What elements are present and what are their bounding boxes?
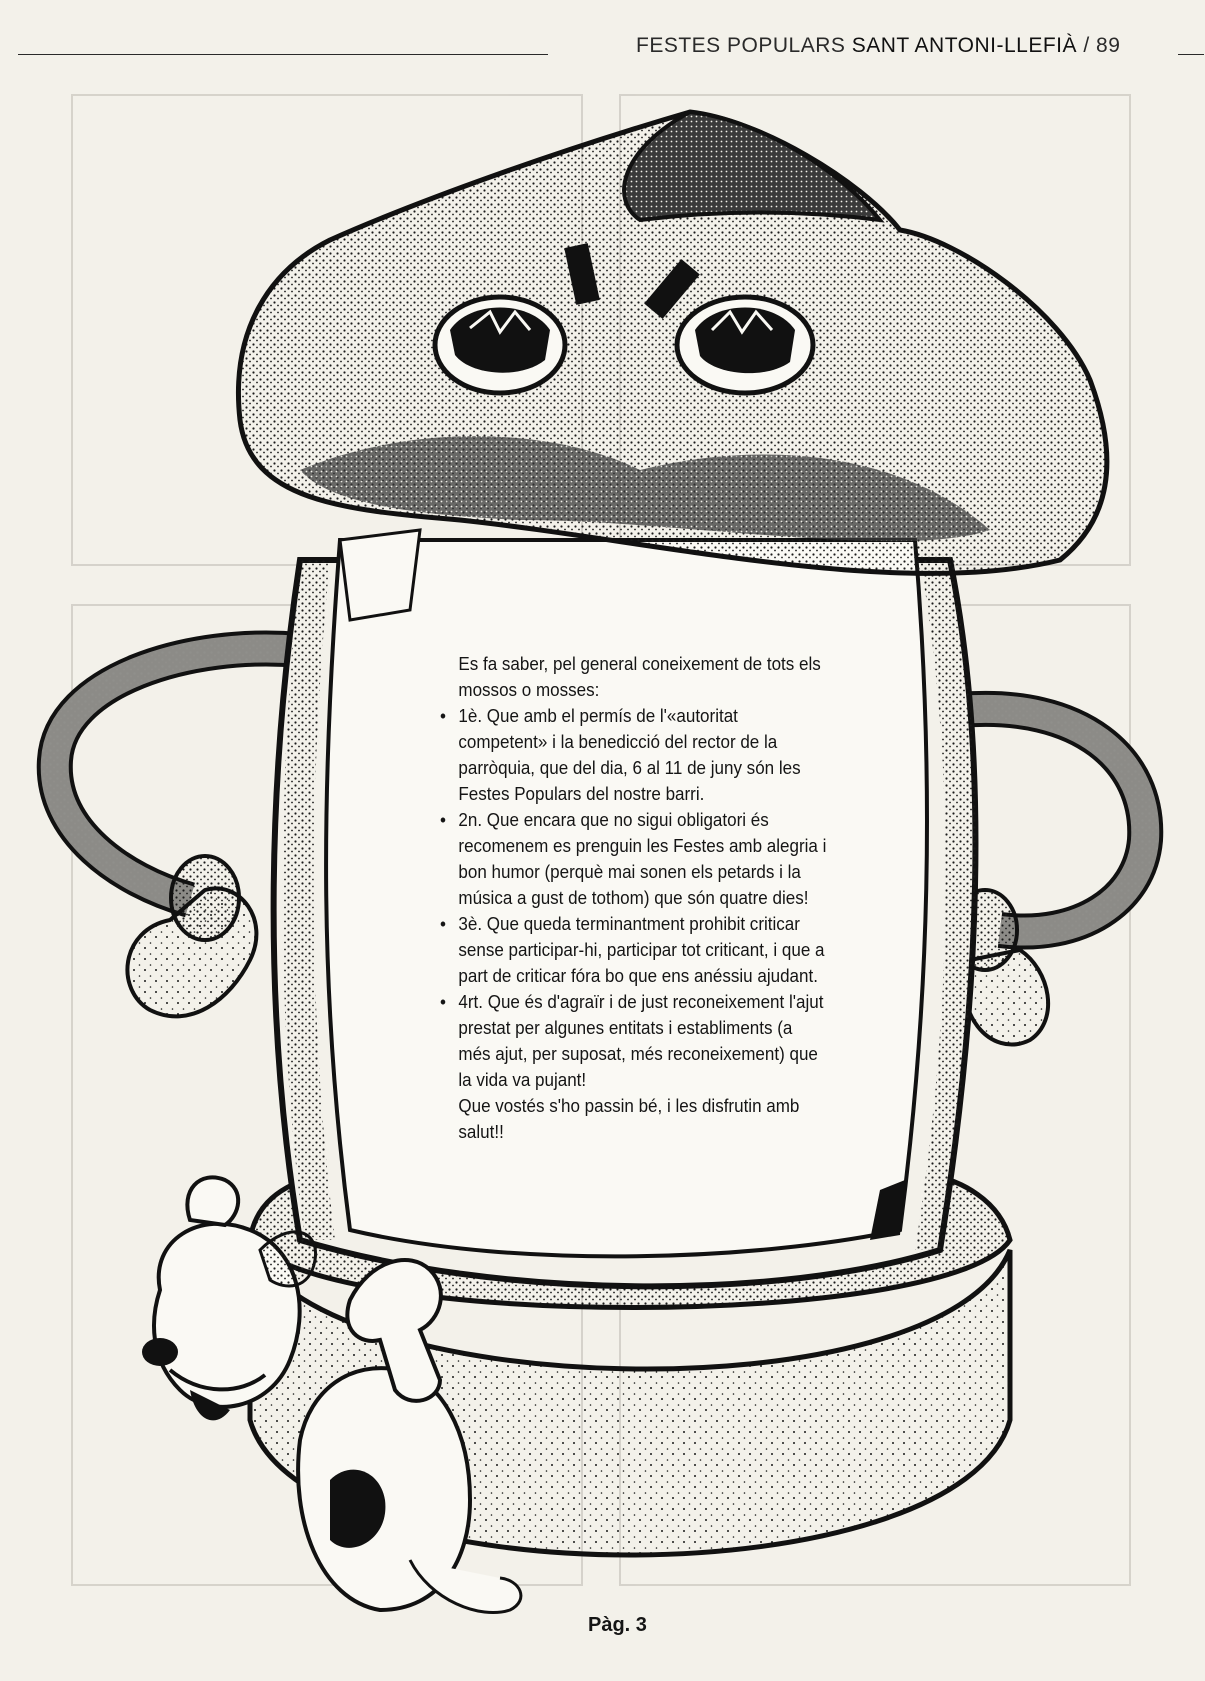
notice-item-text: 4rt. Que és d'agraïr i de just reconeixement l'ajut prestat per algunes entitats i establiments (a més ajut, per suposat, més reconeixement) que la vida va pujant! bbox=[458, 991, 824, 1090]
bullet-icon: • bbox=[440, 913, 446, 934]
bullet-icon: • bbox=[440, 809, 446, 830]
can-lid bbox=[238, 112, 1106, 573]
notice-closing: Que vostés s'ho passin bé, i les disfrutin amb salut!! bbox=[458, 1095, 800, 1142]
notice-intro: Es fa saber, pel general coneixement de tots els mossos o mosses: bbox=[458, 653, 821, 700]
festival-notice bbox=[440, 651, 826, 1145]
notice-item-text: 1è. Que amb el permís de l'«autoritat competent» i la benedicció del rector de la parròquia, que del dia, 6 al 11 de juny són les Festes Populars del nostre barri. bbox=[458, 705, 801, 804]
header-title-light: FESTES POPULARS bbox=[636, 34, 852, 57]
notice-item-4 bbox=[440, 989, 826, 1093]
header-title-bold: SANT ANTONI-LLEFIÀ bbox=[851, 34, 1078, 57]
header-page-number: / 89 bbox=[1077, 34, 1121, 57]
bullet-icon: • bbox=[440, 705, 446, 726]
left-arm bbox=[55, 648, 300, 1016]
right-arm bbox=[953, 709, 1145, 1045]
bullet-icon: • bbox=[440, 991, 446, 1012]
notice-item-3 bbox=[440, 911, 826, 989]
notice-item-1 bbox=[440, 703, 826, 807]
notice-item-text: 3è. Que queda terminantment prohibit criticar sense participar-hi, participar tot criticant, i que a part de criticar fóra bo que ens anéssiu ajudant. bbox=[458, 913, 825, 986]
notice-item-2 bbox=[440, 807, 826, 911]
notice-item-text: 2n. Que encara que no sigui obligatori és recomenem es prenguin les Festes amb alegria i bon humor (perquè mai sonen els petards i la música a gust de tothom) que són quatre dies! bbox=[458, 809, 827, 908]
page-number: Pàg. 3 bbox=[588, 1614, 647, 1636]
